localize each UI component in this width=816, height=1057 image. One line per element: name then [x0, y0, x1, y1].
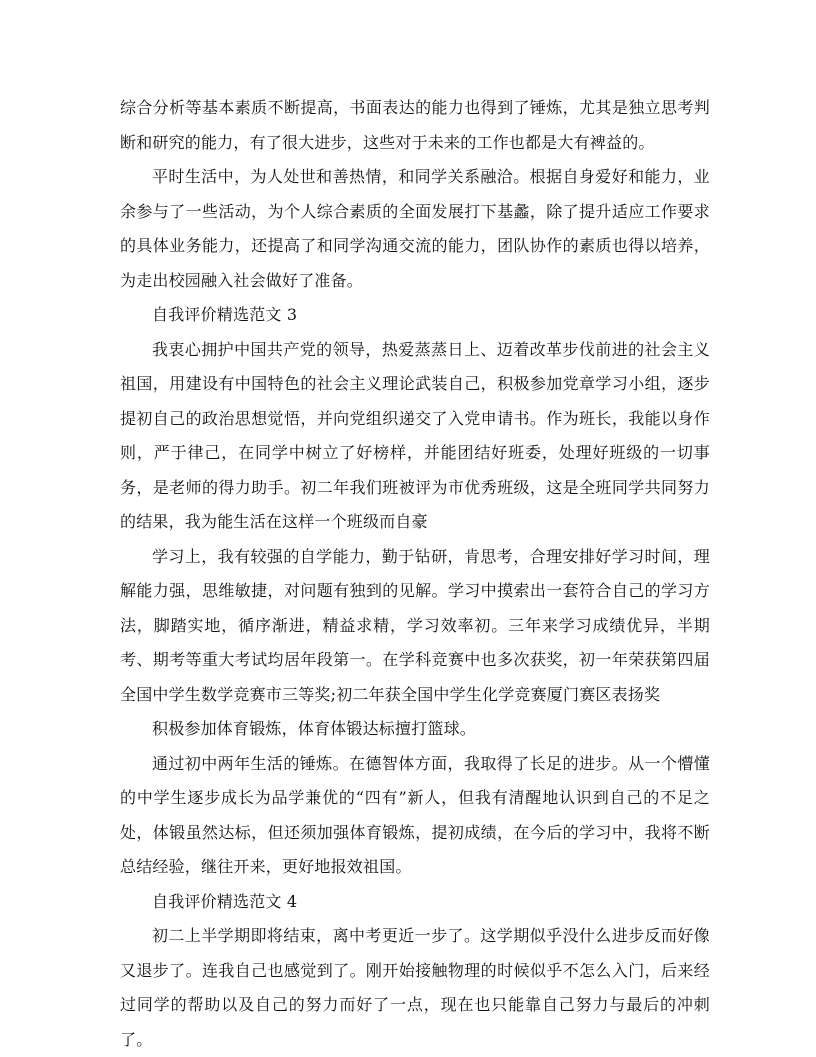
- paragraph: 我衷心拥护中国共产党的领导，热爱蒸蒸日上、迈着改革步伐前进的社会主义祖国，用建设有中国特色的社会主义理论武装自己，积极参加党章学习小组，逐步提初自己的政治思想觉悟，并向党组织递交了入党申请书。作为班长，我能以身作则，严于律己，在同学中树立了好榜样，并能团结好班委，处理好班级的一切事务，是老师的得力助手。初二年我们班被评为市优秀班级，这是全班同学共同努力的结果，我为能生活在这样一个班级而自豪: [120, 339, 710, 531]
- paragraph: 综合分析等基本素质不断提高，书面表达的能力也得到了锤炼，尤其是独立思考判断和研究的能力，有了很大进步，这些对于未来的工作也都是大有裨益的。: [120, 98, 710, 152]
- paragraph: 积极参加体育锻炼，体育体锻达标擅打篮球。: [152, 719, 477, 738]
- document-page: [120, 91, 710, 1057]
- paragraph: 初二上半学期即将结束，离中考更近一步了。这学期似乎没什么进步反而好像又退步了。连我自己也感觉到了。刚开始接触物理的时候似乎不怎么入门，后来经过同学的帮助以及自己的努力而好了一点，现在也只能靠自己努力与最后的冲刺了。: [120, 926, 710, 1049]
- section-heading: 自我评价精选范文 3: [152, 305, 298, 324]
- paragraph: 通过初中两年生活的锤炼。在德智体方面，我取得了长足的进步。从一个懵懂的中学生逐步成长为品学兼优的“四有”新人，但我有清醒地认识到自己的不足之处，体锻虽然达标，但还须加强体育锻炼，提初成绩，在今后的学习中，我将不断总结经验，继往开来，更好地报效祖国。: [120, 753, 710, 876]
- paragraph: 平时生活中，为人处世和善热情，和同学关系融洽。根据自身爱好和能力，业余参与了一些活动，为个人综合素质的全面发展打下基蠡，除了提升适应工作要求的具体业务能力，还提高了和同学沟通交流的能力，团队协作的素质也得以培养，为走出校园融入社会做好了准备。: [120, 167, 710, 290]
- paragraph: 学习上，我有较强的自学能力，勤于钻研，肯思考，合理安排好学习时间，理解能力强，思维敏捷，对问题有独到的见解。学习中摸索出一套符合自己的学习方法，脚踏实地，循序渐进，精益求精，学习效率初。三年来学习成绩优异，半期考、期考等重大考试均居年段第一。在学科竞赛中也多次获奖，初一年荣获第四届全国中学生数学竞赛市三等奖;初二年获全国中学生化学竞赛厦门赛区表扬奖: [120, 546, 710, 704]
- section-heading: 自我评价精选范文 4: [152, 891, 298, 911]
